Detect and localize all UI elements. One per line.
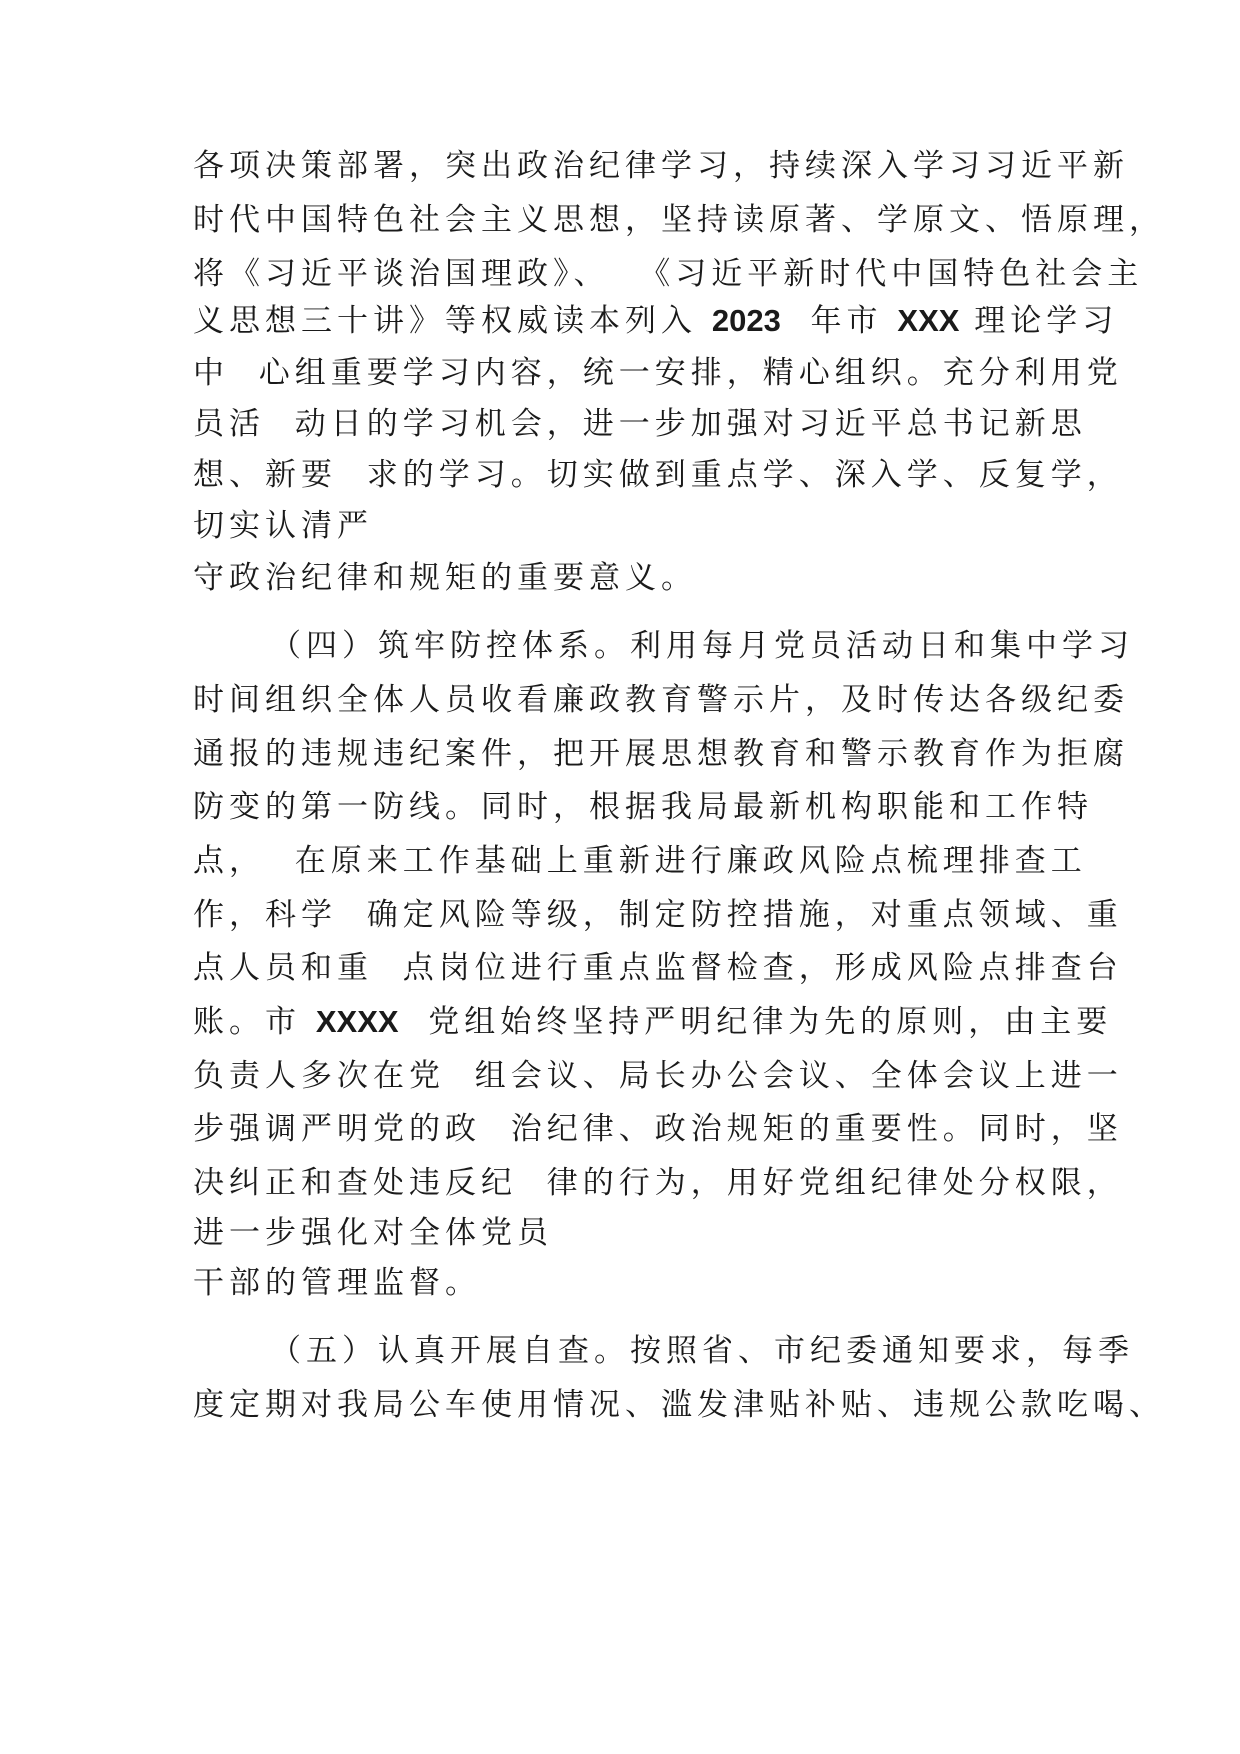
text-line: 时间组织全体人员收看廉政教育警示片，及时传达各级纪委	[193, 682, 1129, 718]
paragraph-heading-line: （四）筑牢防控体系。利用每月党员活动日和集中学习	[270, 628, 1134, 664]
paragraph-heading-line: （五）认真开展自查。按照省、市纪委通知要求，每季	[270, 1333, 1134, 1369]
text-line: 各项决策部署，突出政治纪律学习，持续深入学习习近平新	[193, 148, 1129, 184]
text-line: 中 心组重要学习内容，统一安排，精心组织。充分利用党	[193, 355, 1123, 391]
text-line: 时代中国特色社会主义思想，坚持读原著、学原文、悟原理，	[193, 202, 1165, 238]
text-line: 守政治纪律和规矩的重要意义。	[193, 560, 697, 596]
text-line: 点， 在原来工作基础上重新进行廉政风险点梳理排查工	[193, 843, 1087, 879]
text-line: 防变的第一防线。同时，根据我局最新机构职能和工作特	[193, 789, 1093, 825]
text-line: 账。市 XXXX 党组始终坚持严明纪律为先的原则，由主要	[193, 1004, 1113, 1040]
text-line: 干部的管理监督。	[193, 1265, 481, 1301]
text-line: 度定期对我局公车使用情况、滥发津贴补贴、违规公款吃喝、	[193, 1387, 1165, 1423]
text-line: 义思想三十讲》等权威读本列入 2023 年市 XXX 理论学习	[193, 303, 1119, 339]
text-line: 负责人多次在党 组会议、局长办公会议、全体会议上进一	[193, 1058, 1123, 1094]
text-line: 步强调严明党的政 治纪律、政治规矩的重要性。同时，坚	[193, 1111, 1123, 1147]
text-line: 进一步强化对全体党员	[193, 1215, 553, 1251]
text-line: 作，科学 确定风险等级，制定防控措施，对重点领域、重	[193, 897, 1123, 933]
text-line: 点人员和重 点岗位进行重点监督检查，形成风险点排查台	[193, 950, 1123, 986]
text-line: 切实认清严	[193, 508, 373, 544]
text-line: 将《习近平谈治国理政》、 《习近平新时代中国特色社会主	[193, 256, 1144, 292]
text-line: 通报的违规违纪案件，把开展思想教育和警示教育作为拒腐	[193, 736, 1129, 772]
text-line: 决纠正和查处违反纪 律的行为，用好党组纪律处分权限，	[193, 1165, 1123, 1201]
text-line: 想、新要 求的学习。切实做到重点学、深入学、反复学，	[193, 457, 1123, 493]
text-line: 员活 动日的学习机会，进一步加强对习近平总书记新思	[193, 406, 1087, 442]
